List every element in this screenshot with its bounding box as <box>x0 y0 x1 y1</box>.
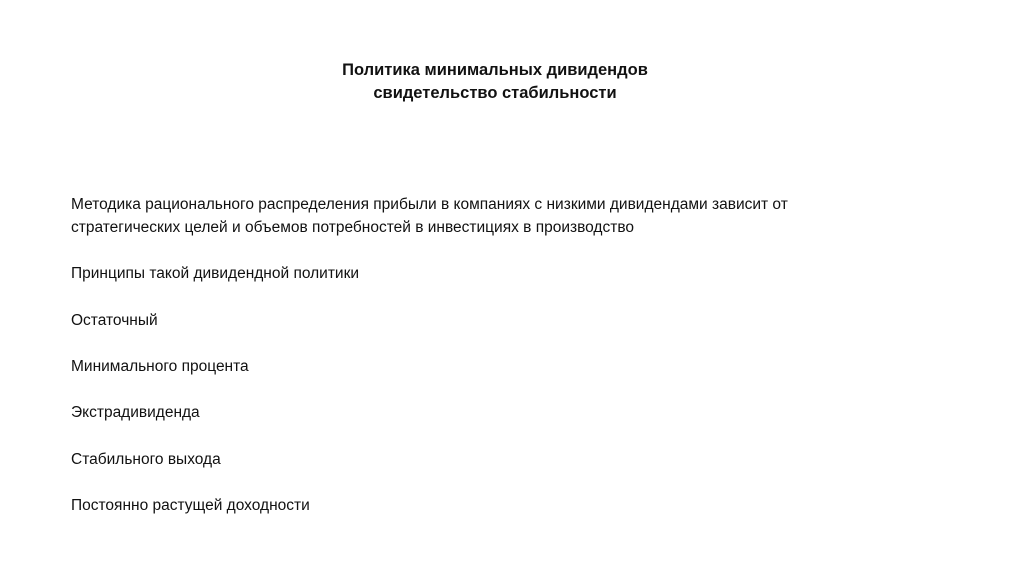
principles-heading: Принципы такой дивидендной политики <box>71 265 360 282</box>
title-line-2: свидетельство стабильности <box>373 84 617 102</box>
title-line-1: Политика минимальных дивидендов <box>342 61 648 79</box>
principle-item-stable-output: Стабильного выхода <box>71 451 221 468</box>
intro-paragraph <box>71 193 788 239</box>
intro-line-1: Методика рационального распределения прибыли в компаниях с низкими дивидендами зависит от <box>71 196 788 213</box>
principle-item-residual: Остаточный <box>71 312 158 329</box>
principle-item-extradividend: Экстрадивиденда <box>71 404 200 421</box>
intro-line-2: стратегических целей и объемов потребностей в инвестициях в производство <box>71 219 635 236</box>
slide-title <box>0 59 990 105</box>
principle-item-minimal-percent: Минимального процента <box>71 358 249 375</box>
principle-item-growing-yield: Постоянно растущей доходности <box>71 497 310 514</box>
